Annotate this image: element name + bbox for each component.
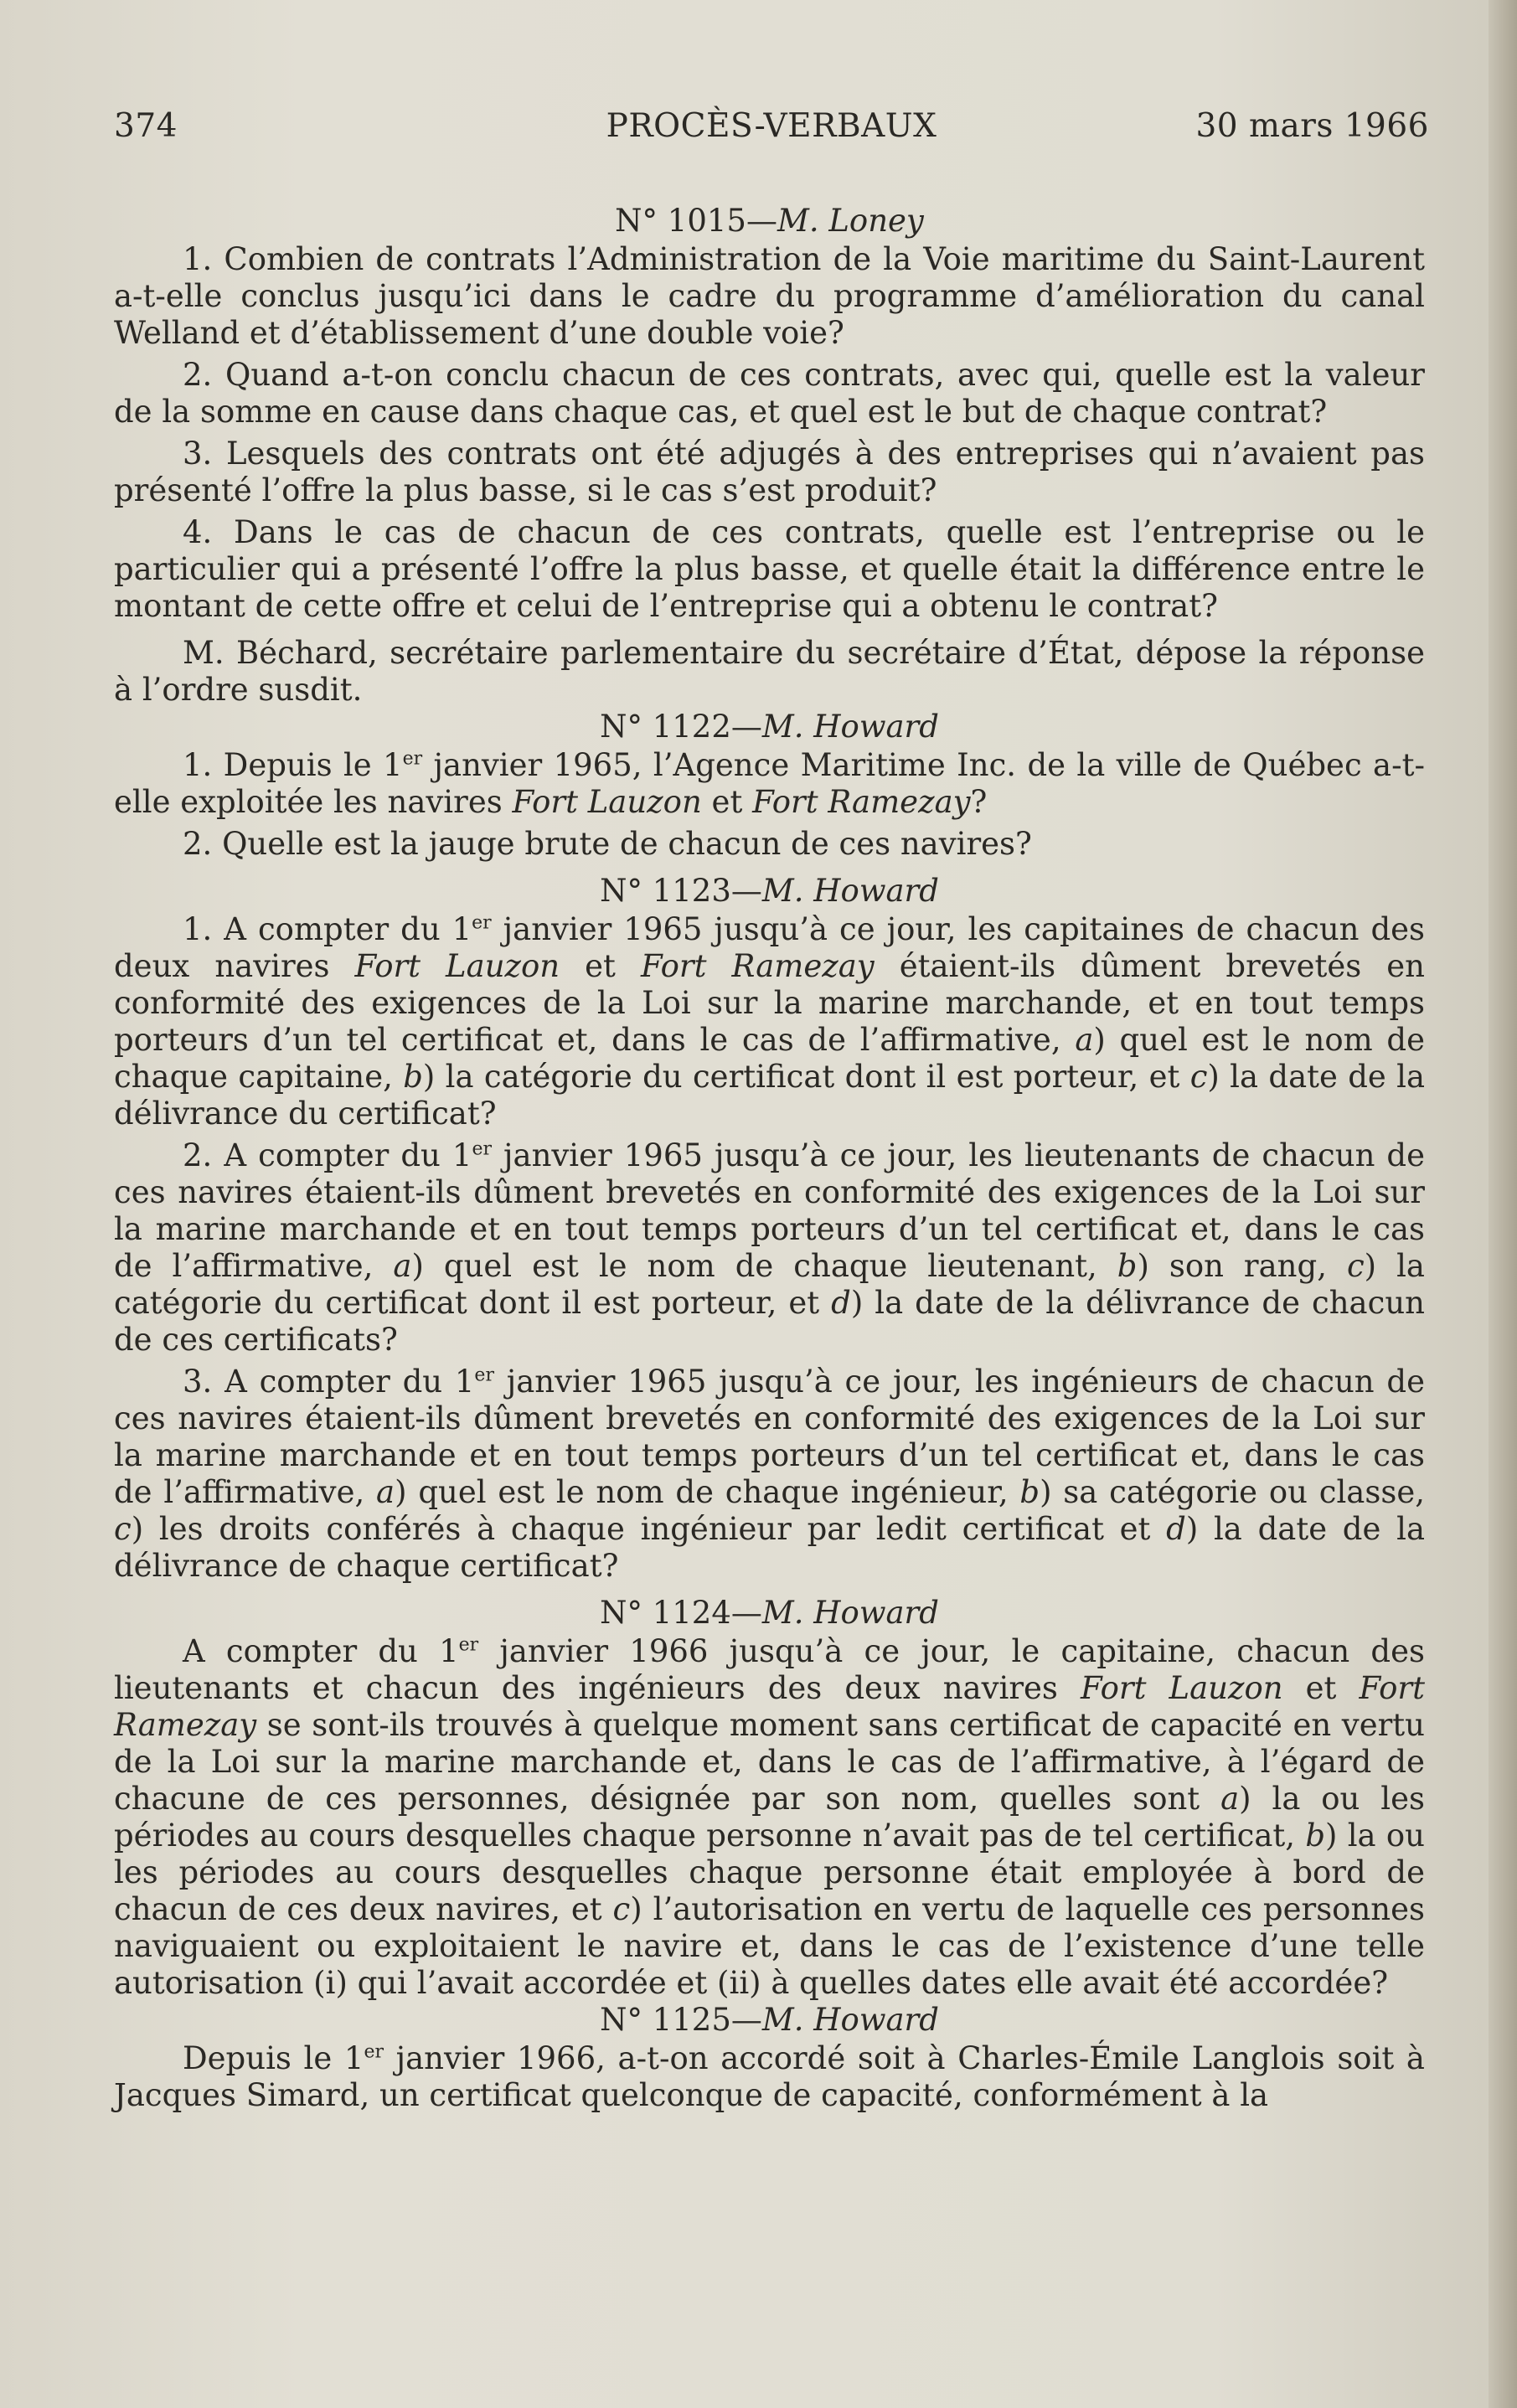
question-1015-item-4: 4. Dans le cas de chacun de ces contrats, quelle est l’entreprise ou le particulier qui a présenté l’offre la plus basse, et quelle était la différence entre le montant de cette offre et celui de l’entreprise qui a obtenu le contrat? xyxy=(114,514,1425,624)
ship-name: Fort Lauzon xyxy=(512,784,702,820)
text-run: janvier 1965 jusqu’à ce jour, les capitaines de chacun des deux navires xyxy=(114,911,1426,984)
text-run: ) la date de la délivrance du certificat? xyxy=(114,1059,1426,1132)
question-1123-item-1 xyxy=(114,911,1425,1132)
text-run: ) la date de la délivrance de chacun de ces certificats? xyxy=(114,1285,1425,1358)
question-1125-text xyxy=(114,2040,1425,2114)
text-run: ) les droits conférés à chaque ingénieur par ledit certificat et xyxy=(131,1511,1167,1547)
text-run: étaient-ils dûment brevetés en conformité des exigences de la Loi sur la marine marchande, et en tout temps porteurs d’un tel certificat et, dans le cas de l’affirmative, xyxy=(114,948,1425,1058)
enum-letter: b xyxy=(1305,1818,1325,1854)
text-run: ) la catégorie du certificat dont il est porteur, et xyxy=(114,1248,1425,1321)
question-1015-item-2: 2. Quand a-t-on conclu chacun de ces contrats, avec qui, quelle est la valeur de la somme en cause dans chaque cas, et quel est le but de chaque contrat? xyxy=(114,357,1425,430)
ship-name: Fort Lauzon xyxy=(1080,1670,1283,1706)
member-name: M. Howard xyxy=(761,709,939,745)
text-run: A compter du 1 xyxy=(183,1633,459,1669)
enum-letter: c xyxy=(1189,1059,1208,1095)
text-run: ) son rang, xyxy=(1137,1248,1347,1284)
superscript: er xyxy=(472,1138,492,1160)
enum-letter: a xyxy=(393,1248,412,1284)
enum-letter: c xyxy=(114,1511,132,1547)
question-1015-item-1: 1. Combien de contrats l’Administration de la Voie maritime du Saint-Laurent a-t-elle conclus jusqu’ici dans le cadre du programme d’amélioration du canal Welland et d’établissement d’une double voie? xyxy=(114,241,1425,351)
text-run: janvier 1965 jusqu’à ce jour, les lieutenants de chacun de ces navires étaient-ils dûment brevetés en conformité des exigences de la Loi sur la marine marchande et en tout temps porteurs d’un tel certificat et, dans le cas de l’affirmative, xyxy=(114,1137,1426,1284)
question-number: N° 1015— xyxy=(615,203,777,239)
question-1124-text xyxy=(114,1633,1425,2002)
text-run: janvier 1965 jusqu’à ce jour, les ingénieurs de chacun de ces navires étaient-ils dûment brevetés en conformité des exigences de la Loi sur la marine marchande et en tout temps porteurs d’un tel certificat et, dans le cas de l’affirmative, xyxy=(114,1364,1425,1510)
member-name: M. Howard xyxy=(761,2002,939,2038)
text-run: 2. A compter du 1 xyxy=(183,1137,472,1173)
text-run: et xyxy=(1282,1670,1360,1706)
enum-letter: d xyxy=(831,1285,851,1321)
superscript: er xyxy=(472,912,492,934)
text-run: et xyxy=(701,784,753,820)
text-run: 1. A compter du 1 xyxy=(183,911,472,947)
text-run: ) sa catégorie ou classe, xyxy=(1040,1474,1425,1510)
text-run: ) la ou les périodes au cours desquelles chaque personne n’avait pas de tel certificat, xyxy=(114,1781,1426,1854)
header-title: PROCÈS-VERBAUX xyxy=(606,107,937,145)
enum-letter: a xyxy=(1220,1781,1240,1817)
question-number: N° 1123— xyxy=(600,873,762,909)
superscript: er xyxy=(402,748,423,770)
enum-letter: a xyxy=(376,1474,395,1510)
member-name: M. Howard xyxy=(761,1595,939,1631)
answer-1015: M. Béchard, secrétaire parlementaire du secrétaire d’État, dépose la réponse à l’ordre susdit. xyxy=(114,635,1425,708)
text-run: ) quel est le nom de chaque capitaine, xyxy=(114,1022,1425,1095)
superscript: er xyxy=(364,2041,384,2063)
text-run: se sont-ils trouvés à quelque moment sans certificat de capacité en vertu de la Loi sur la marine marchande et, dans le cas de l’affirmative, à l’égard de chacune de ces personnes, désignée par son nom, quelles sont xyxy=(114,1707,1425,1817)
member-name: M. Loney xyxy=(777,203,924,239)
text-run: Depuis le 1 xyxy=(183,2040,364,2076)
question-heading-1123 xyxy=(114,873,1425,910)
superscript: er xyxy=(474,1364,494,1386)
text-run: janvier 1966 jusqu’à ce jour, le capitaine, chacun des lieutenants et chacun des ingénieurs des deux navires xyxy=(114,1633,1425,1706)
question-1123-item-2 xyxy=(114,1137,1425,1359)
superscript: er xyxy=(458,1634,479,1656)
enum-letter: b xyxy=(403,1059,423,1095)
question-number: N° 1122— xyxy=(600,709,762,745)
member-name: M. Howard xyxy=(761,873,939,909)
page-number: 374 xyxy=(114,107,178,145)
text-run: 3. A compter du 1 xyxy=(183,1364,475,1400)
question-1015-item-3: 3. Lesquels des contrats ont été adjugés à des entreprises qui n’avaient pas présenté l’offre la plus basse, si le cas s’est produit? xyxy=(114,436,1425,508)
enum-letter: b xyxy=(1019,1474,1040,1510)
question-heading-1125 xyxy=(114,2002,1425,2039)
enum-letter: d xyxy=(1166,1511,1186,1547)
text-run: et xyxy=(560,948,641,984)
question-1122-item-2: 2. Quelle est la jauge brute de chacun de ces navires? xyxy=(183,826,1032,862)
text-run: janvier 1966, a-t-on accordé soit à Charles-Émile Langlois soit à Jacques Simard, un certificat quelconque de capacité, conformément à la xyxy=(114,2040,1425,2113)
question-1122-item-1 xyxy=(114,747,1425,821)
ship-name: Fort Ramezay xyxy=(752,784,971,820)
enum-letter: c xyxy=(1346,1248,1365,1284)
text-run: ) la ou les périodes au cours desquelles chaque personne était employée à bord de chacun de ces deux navires, et xyxy=(114,1818,1425,1927)
enum-letter: c xyxy=(612,1891,631,1927)
text-run: ) la catégorie du certificat dont il est porteur, et xyxy=(422,1059,1190,1095)
header-date: 30 mars 1966 xyxy=(1195,107,1429,145)
question-heading-1015 xyxy=(114,203,1425,240)
ship-name: Fort Lauzon xyxy=(354,948,560,984)
enum-letter: b xyxy=(1117,1248,1138,1284)
question-number: N° 1124— xyxy=(600,1595,762,1631)
text-run: ? xyxy=(970,784,988,820)
text-run: 1. Depuis le 1 xyxy=(183,747,403,783)
page-body xyxy=(114,203,1425,2114)
page-edge xyxy=(1489,0,1517,2408)
text-run: ) la date de la délivrance de chaque certificat? xyxy=(114,1511,1426,1584)
question-1123-item-3 xyxy=(114,1364,1425,1585)
ship-name: Fort Ramezay xyxy=(640,948,875,984)
question-heading-1122 xyxy=(114,709,1425,745)
text-run: ) quel est le nom de chaque ingénieur, xyxy=(395,1474,1020,1510)
enum-letter: a xyxy=(1075,1022,1094,1058)
question-heading-1124 xyxy=(114,1595,1425,1632)
text-run: janvier 1965, l’Agence Maritime Inc. de la ville de Québec a-t-elle exploitée les navires xyxy=(114,747,1425,820)
ship-name: Fort Ramezay xyxy=(114,1670,1425,1743)
running-header xyxy=(114,107,1429,157)
text-run: ) quel est le nom de chaque lieutenant, xyxy=(411,1248,1117,1284)
question-number: N° 1125— xyxy=(600,2002,762,2038)
text-run: ) l’autorisation en vertu de laquelle ces personnes naviguaient ou exploitaient le navire et, dans le cas de l’existence d’une telle autorisation (i) qui l’avait accordée et (ii) à quelles dates elle avait été accordée? xyxy=(114,1891,1426,2001)
